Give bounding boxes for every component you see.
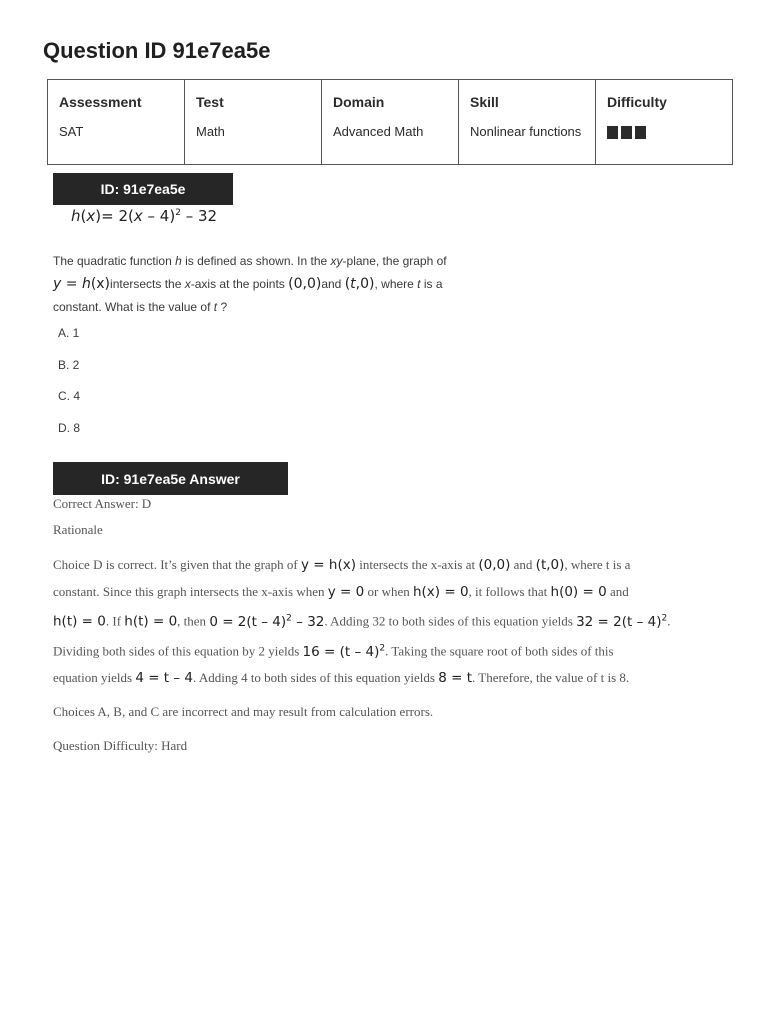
header-assessment: Assessment (48, 80, 185, 125)
question-stem: The quadratic function h is defined as shown. In the xy-plane, the graph of y = h(x)intersects the x-axis at the points (0,0)and (t,0), where t is a constant. What is the value of t ? (53, 254, 447, 314)
header-domain: Domain (322, 80, 459, 125)
difficulty-bar (635, 126, 646, 139)
question-difficulty: Question Difficulty: Hard (53, 738, 188, 753)
correct-answer: Correct Answer: D (53, 496, 152, 511)
value-skill: Nonlinear functions (459, 124, 596, 165)
option-d[interactable]: D. 8 (58, 420, 81, 435)
difficulty-bar (607, 126, 618, 139)
rationale-label: Rationale (53, 522, 103, 537)
function-definition: h(x)= 2(x – 4)$^2$ – 32 (71, 207, 218, 225)
value-difficulty (596, 124, 733, 165)
value-domain: Advanced Math (322, 124, 459, 165)
question-id-banner: ID: 91e7ea5e (53, 173, 233, 205)
option-a[interactable]: A. 1 (58, 326, 80, 340)
question-metadata-table (47, 79, 733, 165)
value-test: Math (185, 124, 322, 165)
value-assessment: SAT (48, 124, 185, 165)
option-b[interactable]: B. 2 (58, 357, 80, 372)
header-test: Test (185, 80, 322, 125)
difficulty-bars (607, 126, 646, 139)
answer-id-banner: ID: 91e7ea5e Answer (53, 462, 288, 495)
page-title: Question ID 91e7ea5e (43, 38, 271, 63)
header-difficulty: Difficulty (596, 80, 733, 125)
difficulty-bar (621, 126, 632, 139)
incorrect-choices-note: Choices A, B, and C are incorrect and may result from calculation errors. (53, 704, 434, 719)
option-c[interactable]: C. 4 (58, 389, 81, 403)
rationale-text: Choice D is correct. It’s given that the graph of y = h(x) intersects the x-axis at (0,0) and (t,0), where t is a constant. Since this graph intersects the x-axis when y = 0 or when h(x) = 0, it follows that h(0) = 0 and h(t) = 0. If h(t) = 0, then 0 = 2(t – 4)$^2$ – 32. Adding 32 to both sides of this equation yields 32 = 2(t – 4)$^2$. Dividing both sides of this equation by 2 yields 16 = (t – 4)$^2$. Taking the square root of both sides of this equation yields 4 = t – 4. Adding 4 to both sides of this equation yields 8 = t. Therefore, the value of t is 8. (53, 557, 671, 686)
header-skill: Skill (459, 80, 596, 125)
answer-options (58, 323, 80, 449)
